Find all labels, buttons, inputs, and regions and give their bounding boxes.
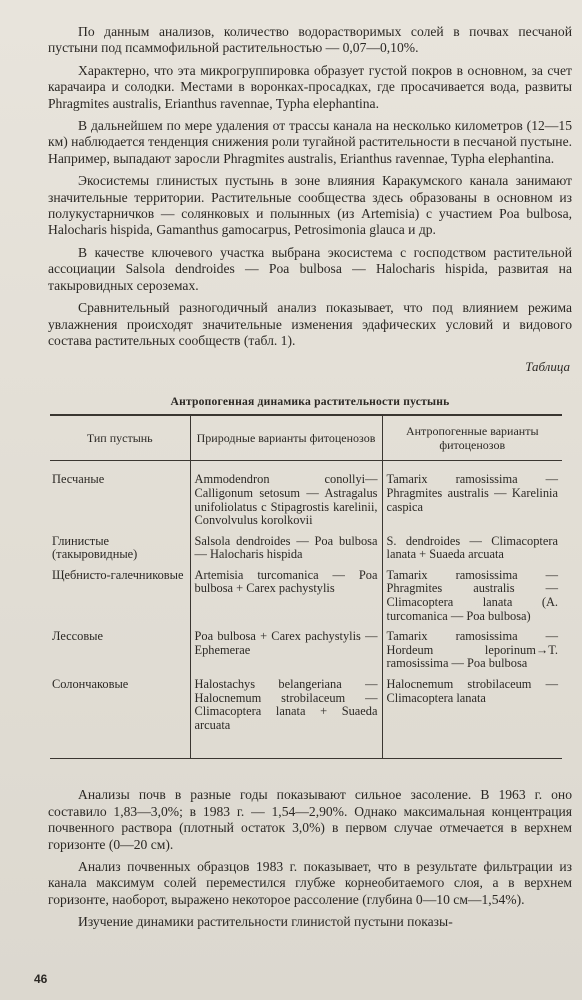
paragraph-key-site: В качестве ключевого участка выбрана экосистема с господством растительной ассоциации Salsola dendroides — Poa bulbosa — Halocharis hispida, развитая на такыровидных сероземах. <box>48 244 572 293</box>
paragraph-salts: По данным анализов, количество водорастворимых солей в почвах песчаной пустыни под псаммофильной растительностью — 0,07—0,10%. <box>48 24 572 56</box>
natural-variant-cell: Ammodendron conollyi—Calligonum setosum — Astragalus unifoliolatus с Stipagrostis karelinii, Convolvulus korolkovii <box>190 461 382 532</box>
header-desert-type: Тип пустынь <box>50 415 190 461</box>
desert-type-cell: Щебнисто-галечниковые <box>52 567 184 582</box>
desert-type-cell: Глинистые (такыровидные) <box>52 533 138 562</box>
natural-variant-cell: Salsola dendroides — Poa bulbosa — Halocharis hispida <box>190 532 382 566</box>
paragraph-clay-deserts: Экосистемы глинистых пустынь в зоне влияния Каракумского канала занимают значительные территории. Растительные сообщества здесь образованы в основном из полукустарничков — солянковых и полынных (из Artemisia) с участием Poa bulbosa, Halocharis hispida, Gamanthus gamocarpus, Petrosimonia glauca и др. <box>48 173 572 238</box>
header-anthropogenic-variants: Антропогенные варианты фитоценозов <box>382 415 562 461</box>
table-header-row <box>50 415 562 461</box>
desert-type-cell: Лессовые <box>52 629 103 644</box>
desert-type-cell: Солончаковые <box>50 675 190 759</box>
natural-variant-cell: Halostachys belangeriana — Halocnemum strobilaceum — Climacoptera lanata + Suaeda arcuata <box>190 675 382 759</box>
table-row <box>50 627 562 675</box>
paragraph-tugai-decline: В дальнейшем по мере удаления от трассы канала на несколько километров (12—15 км) наблюдается тенденция снижения роли тугайной растительности в песчаной пустыне. Например, выпадают заросли Phragmites australis, Erianthus ravennae, Typha elephantina. <box>48 118 572 166</box>
table-row <box>50 461 562 532</box>
table-title: Антропогенная динамика растительности пустынь <box>170 395 450 409</box>
header-natural-variants: Природные варианты фитоценозов <box>190 415 382 461</box>
table-row <box>50 675 562 759</box>
paragraph-vegetation-study: Изучение динамики растительности глинистой пустыни показы- <box>78 914 453 930</box>
anthropogenic-variant-cell: Halocnemum strobilaceum — Climacoptera lanata <box>382 675 562 759</box>
paragraph-microgrouping: Характерно, что эта микрогруппировка образует густой покров в основном, за счет карачаира и солодки. Местами в воронках-просадках, где просачивается вода, развиты Phragmites australis, Erianthus ravennae, Typha elephantina. <box>48 62 572 111</box>
anthropogenic-variant-cell: Tamarix ramosissima — Phragmites australis — Climacoptera lanata (A. turcomanica — Poa bulbosa) <box>382 566 562 627</box>
natural-variant-cell: Poa bulbosa + Carex pachystylis — Ephemerae <box>190 627 382 675</box>
anthropogenic-variant-cell: S. dendroides — Climacoptera lanata + Suaeda arcuata <box>382 532 562 566</box>
table-caption: Таблица <box>525 359 570 375</box>
paragraph-comparative-analysis: Сравнительный разногодичный анализ показывает, что под влиянием режима увлажнения происходят значительные изменения эдафических условий и видового состава растительных сообществ (табл. 1). <box>48 300 572 348</box>
anthropogenic-variant-cell: Tamarix ramosissima — Hordeum leporinum→T. ramosissima — Poa bulbosa <box>382 627 562 675</box>
page-number: 46 <box>34 972 48 986</box>
vegetation-dynamics-table <box>50 414 562 759</box>
anthropogenic-variant-cell: Tamarix ramosissima — Phragmites australis — Karelinia caspica <box>382 461 562 532</box>
paragraph-soil-samples-1983: Анализ почвенных образцов 1983 г. показывает, что в результате фильтрации из канала максимум солей переместился глубже корнеобитаемого слоя, а в верхнем горизонте, наоборот, выражено некоторое рассоление (глубина 0—10 см—1,54%). <box>48 859 572 907</box>
paragraph-soil-salinity: Анализы почв в разные годы показывают сильное засоление. В 1963 г. оно составило 1,83—3,0%; в 1983 г. — 1,54—2,90%. Однако максимальная концентрация почвенного раствора (плотный остаток 3,0%) в первом случае отмечается в верхнем горизонте (0—20 см). <box>48 787 572 852</box>
table-row <box>50 532 562 566</box>
desert-type-cell: Песчаные <box>52 472 105 487</box>
post-table-text <box>48 787 572 930</box>
table-row <box>50 566 562 627</box>
natural-variant-cell: Artemisia turcomanica — Poa bulbosa + Carex pachystylis <box>190 566 382 627</box>
